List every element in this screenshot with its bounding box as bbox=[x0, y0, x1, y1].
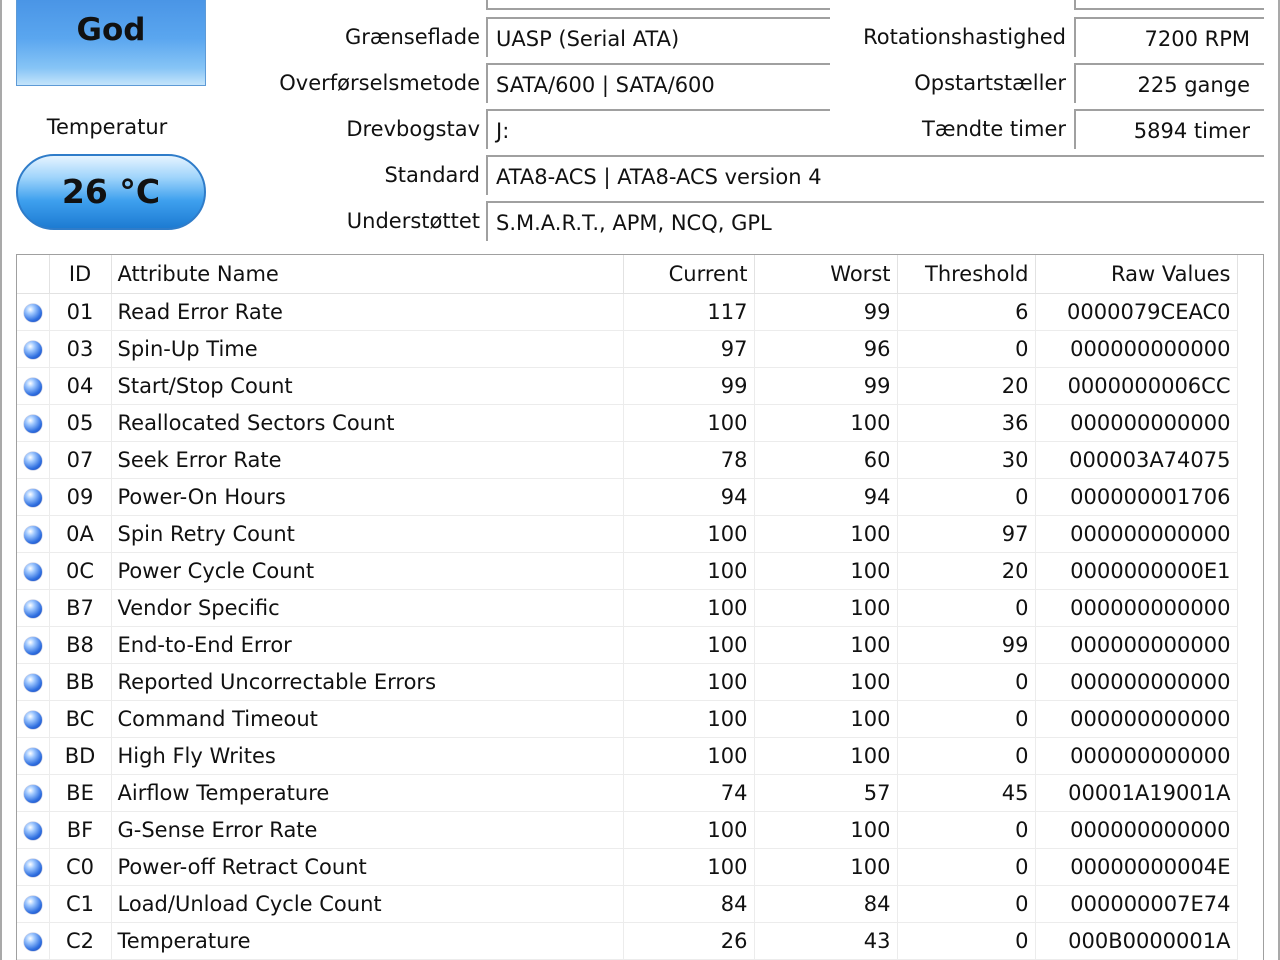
attribute-id: 01 bbox=[49, 294, 111, 331]
worst-value: 60 bbox=[754, 442, 897, 479]
attribute-name: Power-On Hours bbox=[111, 479, 623, 516]
table-header-row bbox=[17, 255, 1237, 294]
threshold-value: 0 bbox=[897, 331, 1035, 368]
attribute-name: Vendor Specific bbox=[111, 590, 623, 627]
status-cell bbox=[17, 405, 49, 442]
current-value: 94 bbox=[623, 479, 754, 516]
table-row[interactable] bbox=[17, 479, 1237, 516]
info-field-clipped bbox=[486, 0, 830, 10]
power-on-count-label: Opstartstæller bbox=[914, 71, 1066, 95]
interface-label: Grænseflade bbox=[344, 25, 480, 49]
raw-value: 0000000006CC bbox=[1035, 368, 1237, 405]
current-value: 74 bbox=[623, 775, 754, 812]
worst-value: 57 bbox=[754, 775, 897, 812]
attribute-id: C0 bbox=[49, 849, 111, 886]
interface-value: UASP (Serial ATA) bbox=[486, 17, 830, 57]
column-header-attribute-name[interactable]: Attribute Name bbox=[111, 255, 623, 294]
table-row[interactable] bbox=[17, 849, 1237, 886]
column-header-current[interactable]: Current bbox=[623, 255, 754, 294]
status-cell bbox=[17, 812, 49, 849]
worst-value: 100 bbox=[754, 849, 897, 886]
worst-value: 100 bbox=[754, 627, 897, 664]
threshold-value: 20 bbox=[897, 553, 1035, 590]
status-dot-icon bbox=[24, 489, 42, 507]
attribute-id: 03 bbox=[49, 331, 111, 368]
table-row[interactable] bbox=[17, 886, 1237, 923]
table-row[interactable] bbox=[17, 627, 1237, 664]
attribute-id: BE bbox=[49, 775, 111, 812]
current-value: 78 bbox=[623, 442, 754, 479]
worst-value: 100 bbox=[754, 590, 897, 627]
threshold-value: 20 bbox=[897, 368, 1035, 405]
attribute-id: BF bbox=[49, 812, 111, 849]
current-value: 100 bbox=[623, 590, 754, 627]
worst-value: 99 bbox=[754, 294, 897, 331]
status-cell bbox=[17, 516, 49, 553]
worst-value: 99 bbox=[754, 368, 897, 405]
column-header-worst[interactable]: Worst bbox=[754, 255, 897, 294]
status-cell bbox=[17, 664, 49, 701]
raw-value: 000000000000 bbox=[1035, 331, 1237, 368]
status-dot-icon bbox=[24, 711, 42, 729]
table-row[interactable] bbox=[17, 405, 1237, 442]
status-dot-icon bbox=[24, 785, 42, 803]
threshold-value: 0 bbox=[897, 479, 1035, 516]
status-cell bbox=[17, 923, 49, 960]
current-value: 100 bbox=[623, 849, 754, 886]
status-cell bbox=[17, 590, 49, 627]
attribute-name: Command Timeout bbox=[111, 701, 623, 738]
rotation-rate-value: 7200 RPM bbox=[1074, 17, 1264, 57]
threshold-value: 97 bbox=[897, 516, 1035, 553]
attribute-id: 04 bbox=[49, 368, 111, 405]
attribute-name: Seek Error Rate bbox=[111, 442, 623, 479]
table-row[interactable] bbox=[17, 553, 1237, 590]
attribute-id: 0C bbox=[49, 553, 111, 590]
current-value: 97 bbox=[623, 331, 754, 368]
threshold-value: 0 bbox=[897, 923, 1035, 960]
status-cell bbox=[17, 294, 49, 331]
table-row[interactable] bbox=[17, 775, 1237, 812]
current-value: 100 bbox=[623, 405, 754, 442]
worst-value: 100 bbox=[754, 553, 897, 590]
status-cell bbox=[17, 553, 49, 590]
attribute-id: 09 bbox=[49, 479, 111, 516]
attribute-name: Power-off Retract Count bbox=[111, 849, 623, 886]
status-dot-icon bbox=[24, 748, 42, 766]
current-value: 84 bbox=[623, 886, 754, 923]
threshold-value: 0 bbox=[897, 701, 1035, 738]
power-on-hours-label: Tændte timer bbox=[922, 117, 1066, 141]
raw-value: 000000000000 bbox=[1035, 405, 1237, 442]
raw-value: 000000000000 bbox=[1035, 516, 1237, 553]
status-dot-icon bbox=[24, 859, 42, 877]
status-cell bbox=[17, 886, 49, 923]
threshold-value: 0 bbox=[897, 886, 1035, 923]
attribute-name: G-Sense Error Rate bbox=[111, 812, 623, 849]
drive-letter-label: Drevbogstav bbox=[346, 117, 480, 141]
attribute-id: BC bbox=[49, 701, 111, 738]
column-header-id[interactable]: ID bbox=[49, 255, 111, 294]
status-cell bbox=[17, 479, 49, 516]
current-value: 117 bbox=[623, 294, 754, 331]
current-value: 100 bbox=[623, 553, 754, 590]
column-header-threshold[interactable]: Threshold bbox=[897, 255, 1035, 294]
threshold-value: 45 bbox=[897, 775, 1035, 812]
attribute-id: C1 bbox=[49, 886, 111, 923]
attribute-name: Spin Retry Count bbox=[111, 516, 623, 553]
status-dot-icon bbox=[24, 415, 42, 433]
raw-value: 000000007E74 bbox=[1035, 886, 1237, 923]
attribute-name: End-to-End Error bbox=[111, 627, 623, 664]
attribute-id: B7 bbox=[49, 590, 111, 627]
standard-label: Standard bbox=[384, 163, 480, 187]
table-row[interactable] bbox=[17, 812, 1237, 849]
attribute-id: BB bbox=[49, 664, 111, 701]
power-on-hours-value: 5894 timer bbox=[1074, 109, 1264, 149]
raw-value: 000000000000 bbox=[1035, 738, 1237, 775]
attribute-name: High Fly Writes bbox=[111, 738, 623, 775]
threshold-value: 0 bbox=[897, 738, 1035, 775]
features-value: S.M.A.R.T., APM, NCQ, GPL bbox=[486, 201, 1264, 241]
table-row[interactable] bbox=[17, 294, 1237, 331]
worst-value: 100 bbox=[754, 516, 897, 553]
raw-value: 000000001706 bbox=[1035, 479, 1237, 516]
current-value: 100 bbox=[623, 516, 754, 553]
status-dot-icon bbox=[24, 674, 42, 692]
features-label: Understøttet bbox=[346, 209, 480, 233]
attribute-name: Start/Stop Count bbox=[111, 368, 623, 405]
attribute-id: C2 bbox=[49, 923, 111, 960]
threshold-value: 6 bbox=[897, 294, 1035, 331]
worst-value: 94 bbox=[754, 479, 897, 516]
status-cell bbox=[17, 368, 49, 405]
status-dot-icon bbox=[24, 637, 42, 655]
attribute-name: Reported Uncorrectable Errors bbox=[111, 664, 623, 701]
attribute-name: Power Cycle Count bbox=[111, 553, 623, 590]
power-on-count-value: 225 gange bbox=[1074, 63, 1264, 103]
attribute-name: Temperature bbox=[111, 923, 623, 960]
smart-attributes-table[interactable] bbox=[16, 254, 1264, 960]
standard-value: ATA8-ACS | ATA8-ACS version 4 bbox=[486, 155, 1264, 195]
raw-value: 0000000000E1 bbox=[1035, 553, 1237, 590]
threshold-value: 99 bbox=[897, 627, 1035, 664]
status-cell bbox=[17, 849, 49, 886]
current-value: 26 bbox=[623, 923, 754, 960]
status-dot-icon bbox=[24, 378, 42, 396]
status-dot-icon bbox=[24, 563, 42, 581]
status-dot-icon bbox=[24, 822, 42, 840]
raw-value: 000000000000 bbox=[1035, 701, 1237, 738]
table-row[interactable] bbox=[17, 738, 1237, 775]
table-row[interactable] bbox=[17, 664, 1237, 701]
status-cell bbox=[17, 738, 49, 775]
status-cell bbox=[17, 442, 49, 479]
raw-value: 000000000000 bbox=[1035, 590, 1237, 627]
threshold-value: 0 bbox=[897, 812, 1035, 849]
table-row[interactable] bbox=[17, 590, 1237, 627]
status-dot-icon bbox=[24, 933, 42, 951]
status-dot-icon bbox=[24, 452, 42, 470]
raw-value: 00000000004E bbox=[1035, 849, 1237, 886]
threshold-value: 0 bbox=[897, 849, 1035, 886]
table-row[interactable] bbox=[17, 923, 1237, 960]
threshold-value: 0 bbox=[897, 664, 1035, 701]
current-value: 100 bbox=[623, 664, 754, 701]
window-border-left bbox=[0, 0, 2, 960]
current-value: 100 bbox=[623, 738, 754, 775]
rotation-rate-label: Rotationshastighed bbox=[863, 25, 1066, 49]
status-dot-icon bbox=[24, 341, 42, 359]
worst-value: 100 bbox=[754, 405, 897, 442]
status-dot-icon bbox=[24, 896, 42, 914]
raw-value: 000000000000 bbox=[1035, 664, 1237, 701]
current-value: 100 bbox=[623, 627, 754, 664]
raw-value: 000000000000 bbox=[1035, 627, 1237, 664]
temperature-label: Temperatur bbox=[46, 115, 168, 139]
table-row[interactable] bbox=[17, 331, 1237, 368]
status-dot-icon bbox=[24, 600, 42, 618]
transfer-mode-value: SATA/600 | SATA/600 bbox=[486, 63, 830, 103]
worst-value: 43 bbox=[754, 923, 897, 960]
worst-value: 84 bbox=[754, 886, 897, 923]
threshold-value: 30 bbox=[897, 442, 1035, 479]
transfer-mode-label: Overførselsmetode bbox=[279, 71, 480, 95]
status-cell bbox=[17, 331, 49, 368]
worst-value: 100 bbox=[754, 812, 897, 849]
threshold-value: 36 bbox=[897, 405, 1035, 442]
drive-letter-value: J: bbox=[486, 109, 830, 149]
current-value: 100 bbox=[623, 812, 754, 849]
status-cell bbox=[17, 701, 49, 738]
info-field-clipped bbox=[1074, 0, 1264, 10]
worst-value: 96 bbox=[754, 331, 897, 368]
table-row[interactable] bbox=[17, 442, 1237, 479]
attribute-id: 07 bbox=[49, 442, 111, 479]
status-cell bbox=[17, 775, 49, 812]
raw-value: 000000000000 bbox=[1035, 812, 1237, 849]
attribute-id: BD bbox=[49, 738, 111, 775]
status-cell bbox=[17, 627, 49, 664]
attribute-name: Load/Unload Cycle Count bbox=[111, 886, 623, 923]
raw-value: 000003A74075 bbox=[1035, 442, 1237, 479]
attribute-name: Reallocated Sectors Count bbox=[111, 405, 623, 442]
attribute-id: 05 bbox=[49, 405, 111, 442]
current-value: 100 bbox=[623, 701, 754, 738]
column-header-status[interactable] bbox=[17, 255, 49, 294]
raw-value: 00001A19001A bbox=[1035, 775, 1237, 812]
raw-value: 000B0000001A bbox=[1035, 923, 1237, 960]
status-dot-icon bbox=[24, 526, 42, 544]
column-header-raw-values[interactable]: Raw Values bbox=[1035, 255, 1237, 294]
worst-value: 100 bbox=[754, 701, 897, 738]
worst-value: 100 bbox=[754, 664, 897, 701]
table-row[interactable] bbox=[17, 368, 1237, 405]
attribute-name: Airflow Temperature bbox=[111, 775, 623, 812]
table-row[interactable] bbox=[17, 516, 1237, 553]
health-status-button[interactable]: God bbox=[16, 0, 206, 86]
attribute-id: 0A bbox=[49, 516, 111, 553]
attribute-name: Spin-Up Time bbox=[111, 331, 623, 368]
table-row[interactable] bbox=[17, 701, 1237, 738]
current-value: 99 bbox=[623, 368, 754, 405]
worst-value: 100 bbox=[754, 738, 897, 775]
attribute-name: Read Error Rate bbox=[111, 294, 623, 331]
attribute-id: B8 bbox=[49, 627, 111, 664]
status-dot-icon bbox=[24, 304, 42, 322]
temperature-status-button[interactable]: 26 °C bbox=[16, 154, 206, 230]
threshold-value: 0 bbox=[897, 590, 1035, 627]
raw-value: 0000079CEAC0 bbox=[1035, 294, 1237, 331]
